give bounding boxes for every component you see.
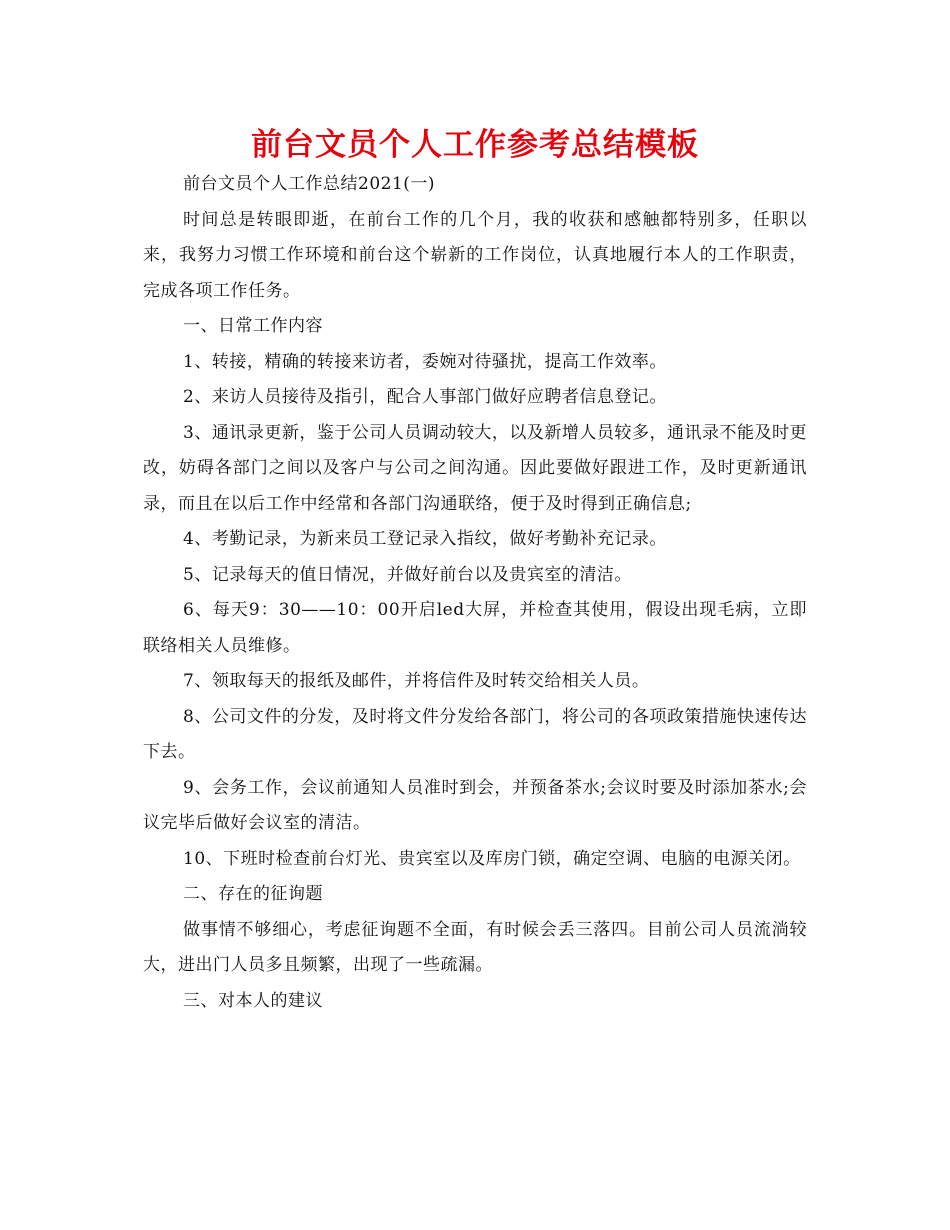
list-item: 1、转接，精确的转接来访者，委婉对待骚扰，提高工作效率。 <box>183 351 667 372</box>
list-item: 10、下班时检查前台灯光、贵宾室以及库房门锁，确定空调、电脑的电源关闭。 <box>183 848 801 869</box>
paragraph-problems: 做事情不够细心，考虑征询题不全面，有时候会丢三落四。目前公司人员流淌较大，进出门人员多且频繁，出现了一些疏漏。 <box>143 919 807 975</box>
paragraph-intro: 时间总是转眼即逝，在前台工作的几个月，我的收获和感触都特别多，任职以来，我努力习惯工作环境和前台这个崭新的工作岗位，认真地履行本人的工作职责，完成各项工作任务。 <box>143 209 807 301</box>
section-heading-daily-work: 一、日常工作内容 <box>183 316 323 336</box>
list-item: 2、来访人员接待及指引，配合人事部门做好应聘者信息登记。 <box>183 387 667 407</box>
section-heading-suggestions: 三、对本人的建议 <box>183 990 323 1011</box>
list-item: 8、公司文件的分发，及时将文件分发给各部门，将公司的各项政策措施快速传达下去。 <box>143 706 807 762</box>
section-heading-problems: 二、存在的征询题 <box>183 884 323 904</box>
list-item: 4、考勤记录，为新来员工登记录入指纹，做好考勤补充记录。 <box>183 529 667 549</box>
document-title: 前台文员个人工作参考总结模板 <box>251 127 699 163</box>
list-item: 9、会务工作，会议前通知人员准时到会，并预备茶水;会议时要及时添加茶水;会议完毕后做好会议室的清洁。 <box>143 777 807 833</box>
list-item: 6、每天9：30——10：00开启led大屏，并检查其使用，假设出现毛病，立即联络相关人员维修。 <box>143 600 807 656</box>
paragraph-subtitle: 前台文员个人工作总结2021(一) <box>183 174 436 194</box>
list-item: 5、记录每天的值日情况，并做好前台以及贵宾室的清洁。 <box>183 564 632 585</box>
document-body <box>143 167 807 1019</box>
list-item: 7、领取每天的报纸及邮件，并将信件及时转交给相关人员。 <box>183 671 650 691</box>
list-item: 3、通讯录更新，鉴于公司人员调动较大，以及新增人员较多，通讯录不能及时更改，妨碍各部门之间以及客户与公司之间沟通。因此要做好跟进工作，及时更新通讯录，而且在以后工作中经常和各部门沟通联络，便于及时得到正确信息; <box>143 422 807 514</box>
